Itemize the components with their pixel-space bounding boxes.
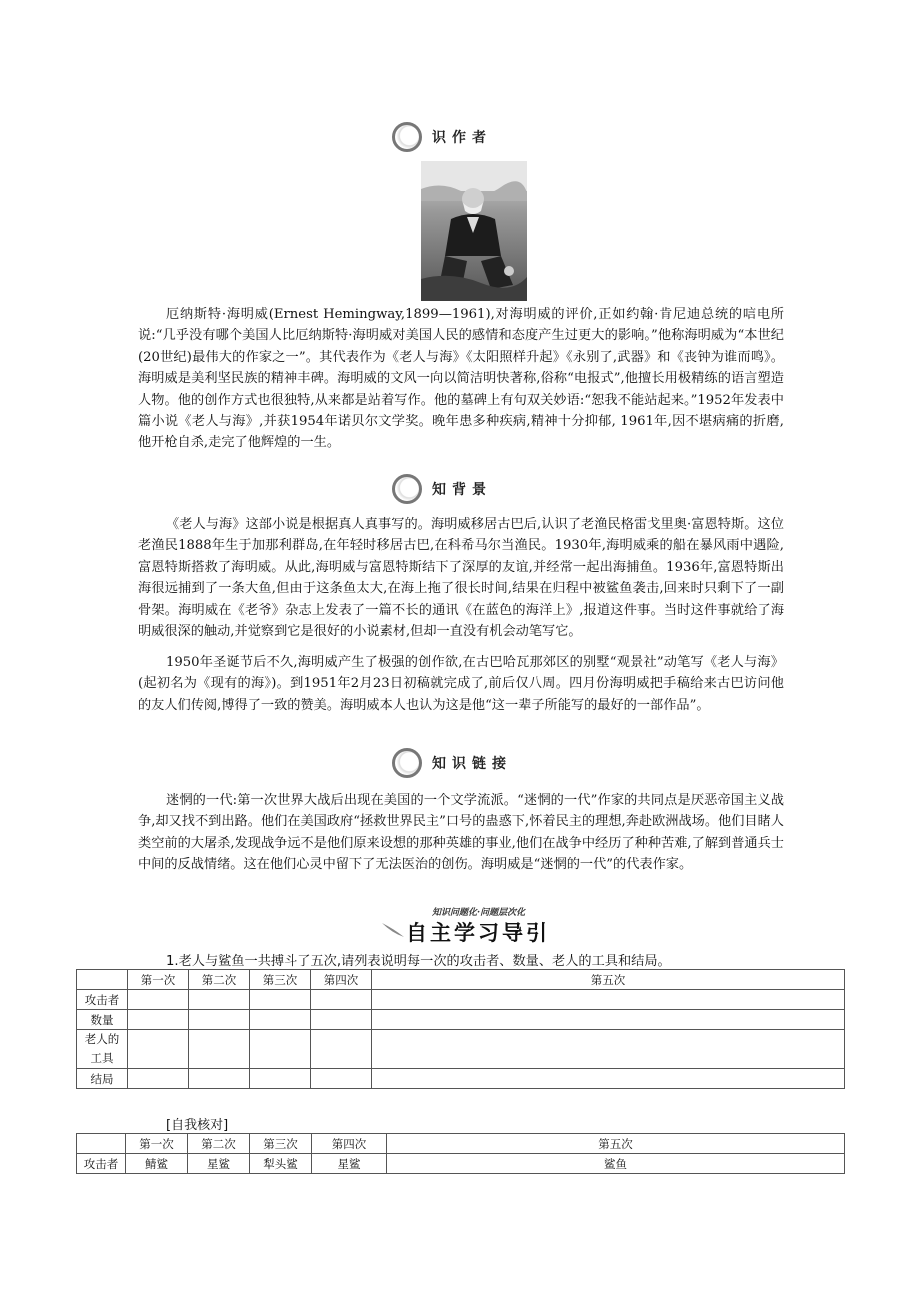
table-header-cell: 第三次 (250, 970, 311, 990)
answer-table (76, 1133, 845, 1174)
section-heading-author (0, 122, 920, 158)
section-title: 知识链接 (432, 756, 512, 772)
table-cell: 鲨鱼 (387, 1154, 845, 1174)
row-label: 攻击者 (77, 1154, 126, 1174)
section-title: 知背景 (432, 482, 492, 498)
table-header-cell: 第三次 (250, 1134, 312, 1154)
table-row (77, 990, 845, 1010)
banner-subtitle: 知识问题化·问题层次化 (432, 908, 526, 918)
table-cell: 星鲨 (188, 1154, 250, 1174)
background-paragraph-2: 1950年圣诞节后不久,海明威产生了极强的创作欲,在古巴哈瓦那郊区的别墅“观景社”动笔写《老人与海》(起初名为《现有的海》)。到1951年2月23日初稿就完成了,前后仅八周。四月份海明威把手稿给来古巴访问他的友人们传阅,博得了一致的赞美。海明威本人也认为这是他“这一辈子所能写的最好的一部作品”。 (138, 655, 784, 713)
table-row (77, 1069, 845, 1089)
ring-icon (392, 122, 422, 152)
table-cell: 星鲨 (312, 1154, 387, 1174)
table-header-cell: 第五次 (372, 970, 845, 990)
self-check-label: [自我核对] (166, 1118, 229, 1133)
section-title: 识作者 (432, 130, 492, 146)
author-paragraph: 厄纳斯特·海明威(Ernest Hemingway,1899—1961),对海明威的评价,正如约翰·肯尼迪总统的唁电所说:“几乎没有哪个美国人比厄纳斯特·海明威对美国人民的感情和态度产生过更大的影响。”他称海明威为“本世纪(20世纪)最伟大的作家之一”。其代表作为《老人与海》《太阳照样升起》《永别了,武器》和《丧钟为谁而鸣》。海明威是美利坚民族的精神丰碑。海明威的文风一向以简洁明快著称,俗称“电报式”,他擅长用极精练的语言塑造人物。他的创作方式也很独特,从来都是站着写作。他的墓碑上有句双关妙语:“恕我不能站起来。”1952年发表中篇小说《老人与海》,并获1954年诺贝尔文学奖。晚年患多种疾病,精神十分抑郁, 1961年,因不堪病痛的折磨,他开枪自杀,走完了他辉煌的一生。 (138, 307, 784, 451)
section-heading-background (0, 474, 920, 510)
author-photo-image (421, 161, 527, 301)
question-text: 1.老人与鲨鱼一共搏斗了五次,请列表说明每一次的攻击者、数量、老人的工具和结局。 (166, 954, 671, 969)
table-row (77, 1154, 845, 1174)
section-heading-links (0, 748, 920, 784)
table-header-cell: 第二次 (188, 1134, 250, 1154)
links-paragraph: 迷惘的一代:第一次世界大战后出现在美国的一个文学流派。“迷惘的一代”作家的共同点是厌恶帝国主义战争,却又找不到出路。他们在美国政府“拯救世界民主”口号的蛊惑下,怀着民主的理想,奔赴欧洲战场。他们目睹人类空前的大屠杀,发现战争远不是他们原来设想的那种英雄的事业,他们在战争中经历了种种苦难,了解到普通兵士中间的反战情绪。这在他们心灵中留下了无法医治的创伤。海明威是“迷惘的一代”的代表作家。 (138, 793, 784, 873)
table-header-cell: 第四次 (311, 970, 372, 990)
table-row (77, 1030, 845, 1069)
row-label: 结局 (77, 1069, 128, 1089)
table-header-cell: 第一次 (126, 1134, 188, 1154)
table-cell (77, 970, 128, 990)
background-paragraph-1: 《老人与海》这部小说是根据真人真事写的。海明威移居古巴后,认识了老渔民格雷戈里奥·富恩特斯。这位老渔民1888年生于加那利群岛,在年轻时移居古巴,在科希马尔当渔民。1930年,海明威乘的船在暴风雨中遇险,富恩特斯搭救了海明威。从此,海明威与富恩特斯结下了深厚的友谊,并经常一起出海捕鱼。1936年,富恩特斯出海很远捕到了一条大鱼,但由于这条鱼太大,在海上拖了很长时间,结果在归程中被鲨鱼袭击,回来时只剩下了一副骨架。海明威在《老爷》杂志上发表了一篇不长的通讯《在蓝色的海洋上》,报道这件事。当时这件事就给了海明威很深的触动,并觉察到它是很好的小说素材,但却一直没有机会动笔写它。 (138, 517, 784, 640)
author-photo (421, 161, 527, 301)
row-label-line: 老人的 (84, 1032, 120, 1046)
swoosh-icon (380, 919, 406, 939)
banner-title: 自主学习导引 (406, 921, 550, 945)
self-study-banner (380, 905, 580, 945)
row-label: 数量 (77, 1010, 128, 1030)
table-header-cell: 第一次 (128, 970, 189, 990)
table-header-row (77, 970, 845, 990)
row-label (77, 1030, 128, 1069)
table-cell (77, 1134, 126, 1154)
table-cell: 鲭鲨 (126, 1154, 188, 1174)
ring-icon (392, 474, 422, 504)
row-label-line: 工具 (90, 1051, 114, 1065)
table-row (77, 1010, 845, 1030)
table-cell: 犁头鲨 (250, 1154, 312, 1174)
ring-icon (392, 748, 422, 778)
table-header-cell: 第四次 (312, 1134, 387, 1154)
table-header-cell: 第二次 (189, 970, 250, 990)
table-header-cell: 第五次 (387, 1134, 845, 1154)
row-label: 攻击者 (77, 990, 128, 1010)
worksheet-table (76, 969, 845, 1089)
table-header-row (77, 1134, 845, 1154)
